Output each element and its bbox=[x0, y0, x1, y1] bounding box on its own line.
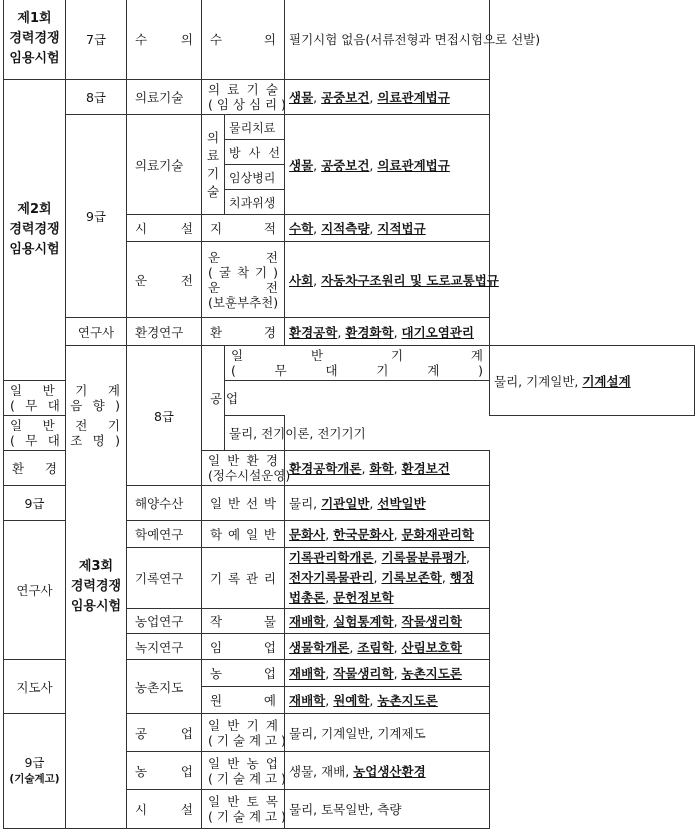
series-cell: 운 전 ( 굴 착 기 ) 운 전 (보훈부추천) bbox=[202, 242, 285, 318]
series-cell: 임 업 bbox=[202, 634, 285, 660]
series-cell: 의 료 기 술 ( 임 상 심 리 ) bbox=[202, 80, 285, 115]
subjects-cell: 환경공학개론, 화학, 환경보건 bbox=[285, 451, 490, 486]
series-cell: 지 적 bbox=[202, 215, 285, 242]
round-2-label: 제2회 경력경쟁 임용시험 bbox=[4, 80, 66, 381]
subjects-cell: 물리, 기계일반, 기계설계 bbox=[490, 346, 695, 416]
field-cell: 의료기술 bbox=[127, 115, 202, 215]
field-cell: 수 의 bbox=[127, 0, 202, 80]
subjects-cell: 필기시험 없음(서류전형과 면접시험으로 선발) bbox=[285, 0, 490, 80]
grade-cell: 지도사 bbox=[4, 660, 66, 714]
table-row bbox=[4, 318, 695, 346]
subseries-cell: 치과위생 bbox=[225, 190, 285, 215]
field-cell: 공 업 bbox=[202, 346, 225, 451]
table-row bbox=[4, 346, 695, 381]
grade-cell: 연구사 bbox=[66, 318, 127, 346]
subjects-cell: 재배학, 작물생리학, 농촌지도론 bbox=[285, 660, 490, 687]
series-cell: 일 반 농 업 ( 기 술 계 고 ) bbox=[202, 752, 285, 790]
round-3-label: 제3회 경력경쟁 임용시험 bbox=[66, 346, 127, 829]
field-cell: 공 업 bbox=[127, 714, 202, 752]
subjects-cell: 생물, 재배, 농업생산환경 bbox=[285, 752, 490, 790]
table-row bbox=[4, 80, 695, 115]
subjects-cell: 수학, 지적측량, 지적법규 bbox=[285, 215, 490, 242]
subjects-cell: 물리, 기계일반, 기계제도 bbox=[285, 714, 490, 752]
subjects-cell: 재배학, 원예학, 농촌지도론 bbox=[285, 687, 490, 714]
subjects-cell: 기록관리학개론, 기록물분류평가, 전자기록물관리, 기록보존학, 행정법총론, 문헌정보학 bbox=[285, 548, 490, 609]
table-row bbox=[4, 416, 695, 451]
field-cell: 환경연구 bbox=[127, 318, 202, 346]
series-cell: 원 예 bbox=[202, 687, 285, 714]
subseries-cell: 방 사 선 bbox=[225, 140, 285, 165]
subjects-cell: 재배학, 실험통계학, 작물생리학 bbox=[285, 609, 490, 634]
field-cell: 운 전 bbox=[127, 242, 202, 318]
grade-cell: 9급 (기술계고) bbox=[4, 714, 66, 829]
series-cell: 일 반 토 목 ( 기 술 계 고 ) bbox=[202, 790, 285, 829]
grade-cell: 8급 bbox=[66, 80, 127, 115]
round-1-label: 제1회 경력경쟁 임용시험 bbox=[4, 0, 66, 80]
series-cell: 일 반 전 기 ( 무 대 조 명 ) bbox=[4, 416, 127, 451]
subjects-cell: 생물학개론, 조림학, 산림보호학 bbox=[285, 634, 490, 660]
subjects-cell: 물리, 전기이론, 전기기기 bbox=[225, 416, 285, 451]
table-row bbox=[4, 115, 695, 140]
field-cell: 의료기술 bbox=[127, 80, 202, 115]
subjects-cell: 생물, 공중보건, 의료관계법규 bbox=[285, 115, 490, 215]
field-cell: 농 업 bbox=[127, 752, 202, 790]
field-cell: 해양수산 bbox=[127, 486, 202, 521]
series-vertical-cell: 의 료 기 술 bbox=[202, 115, 225, 215]
exam-subject-table bbox=[3, 0, 695, 829]
series-cell: 일 반 기 계 ( 무 대 기 계 ) bbox=[225, 346, 490, 381]
series-cell: 일 반 기 계 ( 무 대 음 향 ) bbox=[4, 381, 127, 416]
field-cell: 기록연구 bbox=[127, 548, 202, 609]
field-cell: 시 설 bbox=[127, 215, 202, 242]
subjects-cell: 물리, 토목일반, 측량 bbox=[285, 790, 490, 829]
grade-cell: 7급 bbox=[66, 0, 127, 80]
field-cell: 환 경 bbox=[4, 451, 66, 486]
field-cell: 학예연구 bbox=[127, 521, 202, 548]
series-cell: 작 물 bbox=[202, 609, 285, 634]
subjects-cell: 사회, 자동차구조원리 및 도로교통법규 bbox=[285, 242, 490, 318]
series-cell: 일 반 기 계 ( 기 술 계 고 ) bbox=[202, 714, 285, 752]
field-cell: 녹지연구 bbox=[127, 634, 202, 660]
subjects-cell: 물리, 기관일반, 선박일반 bbox=[285, 486, 490, 521]
subjects-cell: 환경공학, 환경화학, 대기오염관리 bbox=[285, 318, 490, 346]
series-cell: 수 의 bbox=[202, 0, 285, 80]
grade-cell: 9급 bbox=[66, 115, 127, 318]
table-row bbox=[4, 0, 695, 80]
series-cell: 학 예 일 반 bbox=[202, 521, 285, 548]
subjects-cell: 생물, 공중보건, 의료관계법규 bbox=[285, 80, 490, 115]
grade-cell: 9급 bbox=[4, 486, 66, 521]
grade-cell: 연구사 bbox=[4, 521, 66, 660]
series-cell: 농 업 bbox=[202, 660, 285, 687]
field-cell: 농업연구 bbox=[127, 609, 202, 634]
field-cell: 시 설 bbox=[127, 790, 202, 829]
series-cell: 일 반 환 경 (정수시설운영) bbox=[202, 451, 285, 486]
series-cell: 기 록 관 리 bbox=[202, 548, 285, 609]
subjects-cell: 문화사, 한국문화사, 문화재관리학 bbox=[285, 521, 490, 548]
series-cell: 환 경 bbox=[202, 318, 285, 346]
field-cell: 농촌지도 bbox=[127, 660, 202, 714]
subseries-cell: 임상병리 bbox=[225, 165, 285, 190]
series-cell: 일 반 선 박 bbox=[202, 486, 285, 521]
subseries-cell: 물리치료 bbox=[225, 115, 285, 140]
grade-cell: 8급 bbox=[127, 346, 202, 486]
